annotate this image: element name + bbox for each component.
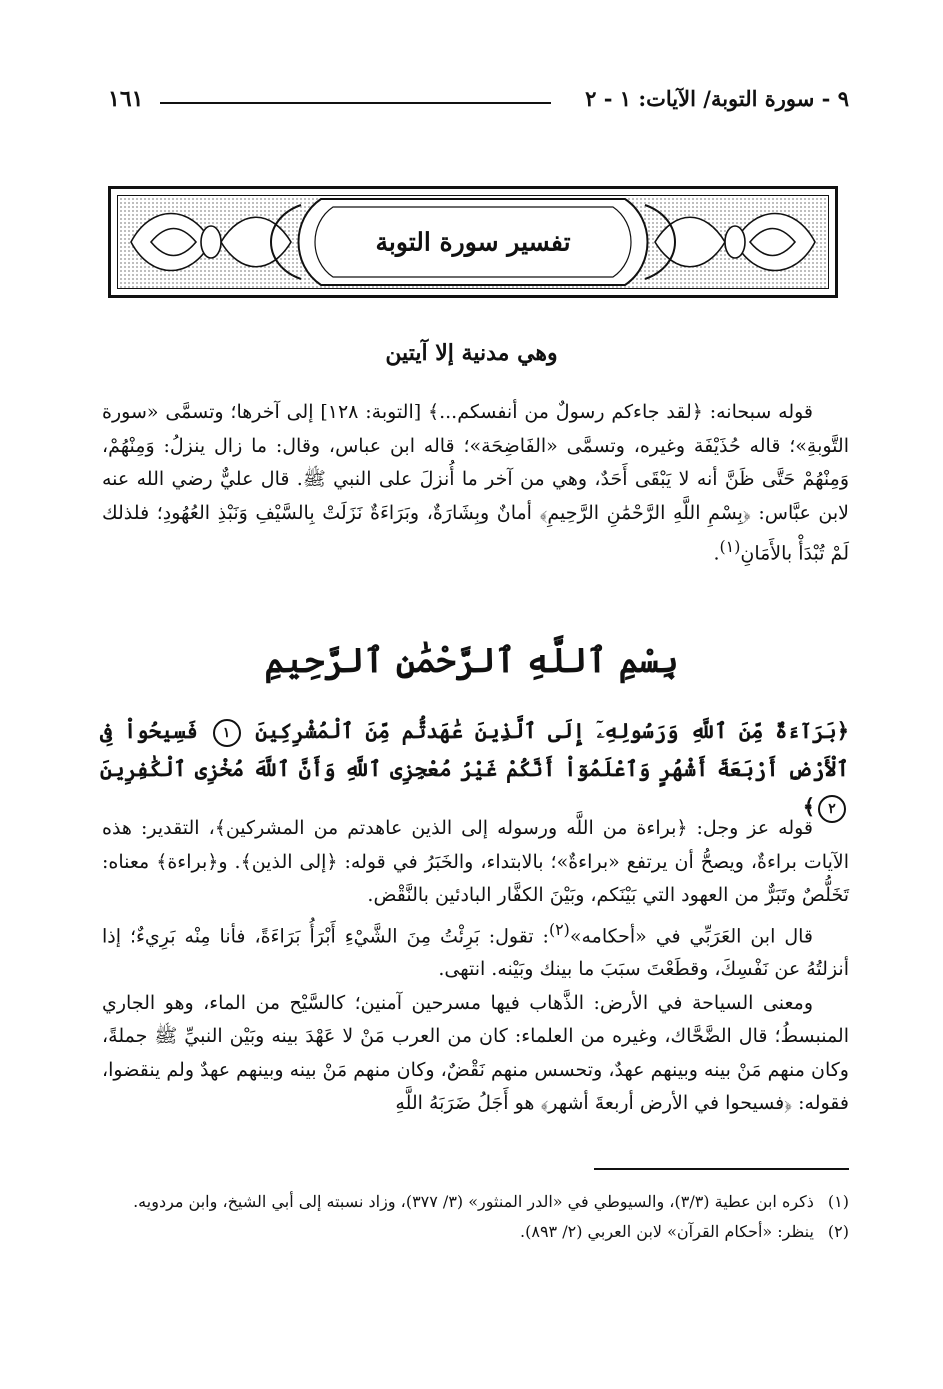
surah-title: تفسير سورة التوبة	[375, 227, 571, 257]
ibn-arabi-quote-intro: قال ابن العَرَبِّي في «أحكامه»	[569, 924, 813, 947]
ayah-number-2: ٢	[818, 795, 846, 823]
quran-verses	[100, 712, 849, 826]
chapter-title: ٩ - سورة التوبة/ الآيات: ١ - ٢	[585, 86, 849, 111]
page-number: ١٦١	[108, 86, 144, 112]
commentary-paragraph-3: ومعنى السياحة في الأرض: الذَّهاب فيها مسرحين آمنين؛ كالسَّيْح من الماء، وهو الجاري المنبسطُ؛ قال الضَّحَّاك، وغيره من العلماء: كان من العرب مَنْ لا عَهْدَ بينه وبَيْن النبيِّ ﷺ جملةً، وكان منهم مَنْ بينه وبينهم عهدٌ، وتحسس منهم نَقْضٌ، وكان منهم مَنْ بينه وبينهم عهدٌ ولم ينقضوا، فقوله: ﴿فسيحوا في الأرض أربعةَ أشهر﴾ هو أَجَلُ ضَرَبَهُ اللَّهِ	[102, 991, 849, 1115]
commentary	[102, 812, 849, 1121]
footnote-rule	[594, 1168, 849, 1170]
subtitle: وهي مدنية إلا آيتين	[385, 340, 558, 366]
footnote-1	[102, 1188, 849, 1215]
footnote-ref-1: (١)	[719, 537, 741, 556]
ibn-arabi-quote: : تقول: بَرِئْتُ مِنَ الشَّيْءِ أَبْرَأُ بَرَاءَةً، فأنا مِنْه بَرِيءٌ؛ إذا أنزلتُهُ عن نَفْسِكَ، وقطَعْتَ سبَبَ ما بينك وبَيْنه. انتهى.	[102, 924, 849, 981]
verse-2: فَسِيحُواْ فِى ٱلْأَرْضِ أَرْبَعَةَ أَشْهُرٍ وَٱعْلَمُوٓاْ أَنَّكُمْ غَيْرُ مُعْجِزِى ٱللَّهِ وَأَنَّ ٱللَّهَ مُخْزِى ٱلْكَٰفِرِينَ	[100, 718, 849, 781]
ornamental-title-frame	[108, 186, 838, 298]
footnote-1-number: (١)	[827, 1192, 849, 1211]
ayah-number-1: ١	[213, 719, 241, 747]
footnote-1-text: ذكره ابن عطية (٣/٣)، والسيوطي في «الدر المنثور» (٣/ ٣٧٧)، وزاد نسبته إلى أبي الشيخ، وابن مردويه.	[133, 1192, 814, 1211]
footnote-2	[102, 1218, 849, 1245]
footnote-2-text: ينظر: «أحكام القرآن» لابن العربي (٢/ ٨٩٣).	[520, 1222, 814, 1241]
header-rule	[160, 102, 551, 104]
footnote-2-number: (٢)	[827, 1222, 849, 1241]
basmala: بِسْمِ ٱللَّهِ ٱلرَّحْمَٰنِ ٱلرَّحِيمِ	[264, 641, 679, 681]
running-header	[108, 86, 849, 120]
intro-text: قوله سبحانه: ﴿لقد جاءكم رسولٌ من أنفسكم...﴾ [التوبة: ١٢٨] إلى آخرها؛ وتسمَّى «سورة التَّوبةِ»؛ قاله حُذَيْفَة وغيره، وتسمَّى «الفَاضِحَة»؛ قاله ابن عباس، وقال: ما زال ينزلُ: وَمِنْهُمْ، وَمِنْهُمْ حَتَّى ظَنَّ أنه لا يَبْقَى أَحَدٌ، وهي من آخر ما أُنزلَ على النبي ﷺ. قال عليٌّ رضي الله عنه لابن عبَّاس: ﴿بِسْمِ اللَّهِ الرَّحْمَٰنِ الرَّحِيمِ﴾ أمانٌ وبِشَارَةٌ، وبَرَاءَةٌ نَزَلَتْ بِالسَّيْفِ وَنَبْذِ العُهُودِ؛ فلذلك لَمْ تُبْدَأْ بالأَمَانِ	[102, 401, 849, 565]
commentary-paragraph-1: قوله عز وجل: ﴿براءة من اللَّه ورسوله إلى الذين عاهدتم من المشركين﴾، التقدير: هذه الآيات براءةٌ، ويصحُّ أن يرتفع «براءةٌ»؛ بالابتداء، والخَبَرُ في قوله: ﴿إلى الذين﴾. و﴿براءة﴾ معناه: تَخَلُّصٌ وتَبَرٌّ من العهود التي بَيْنَكم، وبَيْنَ الكفَّار البادئين بالنَّقْض.	[102, 817, 849, 906]
verse-close-bracket: ﴾	[802, 794, 815, 819]
commentary-paragraph-2	[102, 913, 849, 987]
footnote-ref-2: (٢)	[548, 919, 570, 939]
intro-paragraph: قوله سبحانه: ﴿لقد جاءكم رسولٌ من أنفسكم...﴾ [التوبة: ١٢٨] إلى آخرها؛ وتسمَّى «سورة التَّوبةِ»؛ قاله حُذَيْفَة وغيره، وتسمَّى «الفَاضِحَة»؛ قاله ابن عباس، وقال: ما زال ينزلُ: وَمِنْهُمْ، وَمِنْهُمْ حَتَّى ظَنَّ أنه لا يَبْقَى أَحَدٌ، وهي من آخر ما أُنزلَ على النبي ﷺ. قال عليٌّ رضي الله عنه لابن عبَّاس: ﴿بِسْمِ اللَّهِ الرَّحْمَٰنِ الرَّحِيمِ﴾ أمانٌ وبِشَارَةٌ، وبَرَاءَةٌ نَزَلَتْ بِالسَّيْفِ وَنَبْذِ العُهُودِ؛ فلذلك لَمْ تُبْدَأْ بالأَمَانِ$^{(١)}$.	[102, 401, 849, 565]
footnotes	[102, 1188, 849, 1248]
verse-1: ﴿بَرَآءَةٌ مِّنَ ٱللَّهِ وَرَسُولِهِۦٓ إِلَى ٱلَّذِينَ عَٰهَدتُّم مِّنَ ٱلْمُشْرِكِينَ	[255, 718, 850, 743]
